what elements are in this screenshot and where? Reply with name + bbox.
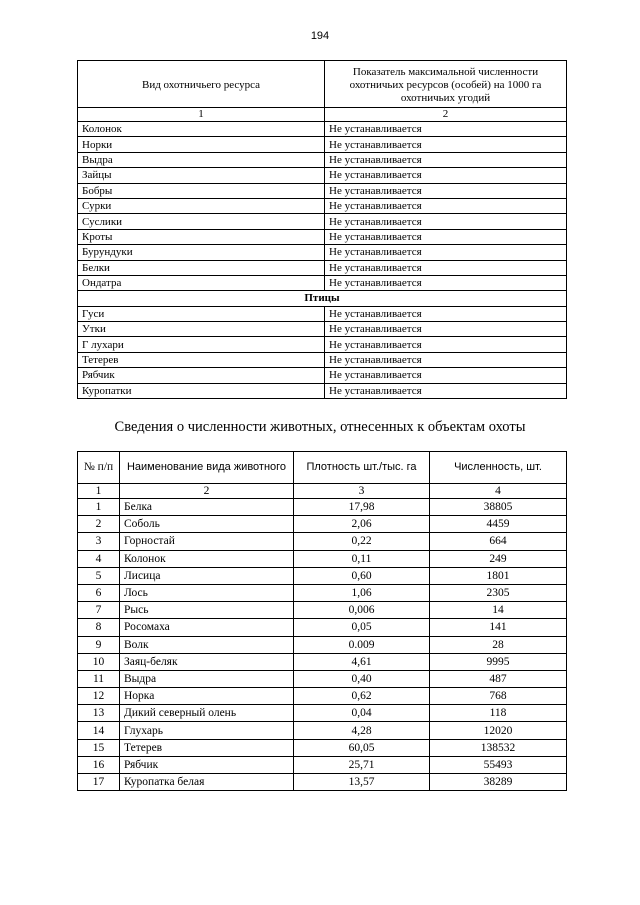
density-cell: 0,60 bbox=[294, 567, 430, 584]
density-cell: 0,006 bbox=[294, 602, 430, 619]
animal-name-cell: Рысь bbox=[120, 602, 294, 619]
density-cell: 2,06 bbox=[294, 516, 430, 533]
row-number-cell: 6 bbox=[78, 584, 120, 601]
row-number-cell: 7 bbox=[78, 602, 120, 619]
row-number-cell: 12 bbox=[78, 688, 120, 705]
table-row bbox=[78, 383, 567, 398]
resource-name-cell: Бобры bbox=[78, 183, 325, 198]
density-cell: 0.009 bbox=[294, 636, 430, 653]
table-row bbox=[78, 739, 567, 756]
resource-name-cell: Тетерев bbox=[78, 352, 325, 367]
resource-name-cell: Колонок bbox=[78, 122, 325, 137]
resource-limit-cell: Не устанавливается bbox=[325, 337, 567, 352]
table1-header-row bbox=[78, 61, 567, 108]
population-cell: 55493 bbox=[430, 756, 567, 773]
table-row bbox=[78, 368, 567, 383]
resource-name-cell: Зайцы bbox=[78, 168, 325, 183]
row-number-cell: 16 bbox=[78, 756, 120, 773]
density-cell: 4,28 bbox=[294, 722, 430, 739]
table-row bbox=[78, 533, 567, 550]
animal-name-cell: Куропатка белая bbox=[120, 774, 294, 791]
population-cell: 768 bbox=[430, 688, 567, 705]
row-number-cell: 10 bbox=[78, 653, 120, 670]
row-number-cell: 8 bbox=[78, 619, 120, 636]
resource-limit-cell: Не устанавливается bbox=[325, 306, 567, 321]
resource-limit-cell: Не устанавливается bbox=[325, 183, 567, 198]
table-row bbox=[78, 619, 567, 636]
table-row bbox=[78, 352, 567, 367]
row-number-cell: 5 bbox=[78, 567, 120, 584]
table-row bbox=[78, 774, 567, 791]
density-cell: 0,40 bbox=[294, 670, 430, 687]
density-cell: 25,71 bbox=[294, 756, 430, 773]
population-cell: 4459 bbox=[430, 516, 567, 533]
resource-name-cell: Норки bbox=[78, 137, 325, 152]
row-number-cell: 13 bbox=[78, 705, 120, 722]
table1-header-cell: Вид охотничьего ресурса bbox=[78, 61, 325, 108]
population-cell: 487 bbox=[430, 670, 567, 687]
table1-col-number: 1 bbox=[78, 108, 325, 122]
table-row bbox=[78, 636, 567, 653]
density-cell: 17,98 bbox=[294, 499, 430, 516]
table-row bbox=[78, 245, 567, 260]
table-row bbox=[78, 275, 567, 290]
table2-header-cell: Численность, шт. bbox=[430, 452, 567, 484]
animal-name-cell: Дикий северный олень bbox=[120, 705, 294, 722]
section-label-birds: Птицы bbox=[78, 291, 567, 306]
resource-limit-cell: Не устанавливается bbox=[325, 383, 567, 398]
table-row bbox=[78, 688, 567, 705]
animal-name-cell: Заяц-беляк bbox=[120, 653, 294, 670]
row-number-cell: 17 bbox=[78, 774, 120, 791]
resource-name-cell: Бурундуки bbox=[78, 245, 325, 260]
row-number-cell: 3 bbox=[78, 533, 120, 550]
resource-name-cell: Ондатра bbox=[78, 275, 325, 290]
table1-column-numbers bbox=[78, 108, 567, 122]
table2-header-cell: Плотность шт./тыс. га bbox=[294, 452, 430, 484]
table-row bbox=[78, 322, 567, 337]
animal-name-cell: Колонок bbox=[120, 550, 294, 567]
density-cell: 0,22 bbox=[294, 533, 430, 550]
resource-limit-cell: Не устанавливается bbox=[325, 245, 567, 260]
resource-limit-cell: Не устанавливается bbox=[325, 137, 567, 152]
resource-limit-cell: Не устанавливается bbox=[325, 352, 567, 367]
resource-name-cell: Утки bbox=[78, 322, 325, 337]
resource-name-cell: Куропатки bbox=[78, 383, 325, 398]
table2-col-number: 2 bbox=[120, 484, 294, 499]
resource-name-cell: Кроты bbox=[78, 229, 325, 244]
table-row bbox=[78, 137, 567, 152]
animal-population-table bbox=[77, 451, 567, 791]
table-row bbox=[78, 229, 567, 244]
table-row bbox=[78, 168, 567, 183]
resource-limit-cell: Не устанавливается bbox=[325, 260, 567, 275]
animal-name-cell: Глухарь bbox=[120, 722, 294, 739]
density-cell: 13,57 bbox=[294, 774, 430, 791]
row-number-cell: 9 bbox=[78, 636, 120, 653]
table-row bbox=[78, 152, 567, 167]
population-cell: 1801 bbox=[430, 567, 567, 584]
animal-name-cell: Лось bbox=[120, 584, 294, 601]
population-cell: 38805 bbox=[430, 499, 567, 516]
resource-limit-cell: Не устанавливается bbox=[325, 152, 567, 167]
table1-col-number: 2 bbox=[325, 108, 567, 122]
page-number: 194 bbox=[310, 30, 330, 42]
table-row bbox=[78, 550, 567, 567]
animal-name-cell: Рябчик bbox=[120, 756, 294, 773]
resource-limit-cell: Не устанавливается bbox=[325, 275, 567, 290]
table-row bbox=[78, 653, 567, 670]
row-number-cell: 4 bbox=[78, 550, 120, 567]
table2-col-number: 3 bbox=[294, 484, 430, 499]
population-cell: 249 bbox=[430, 550, 567, 567]
table2-column-numbers bbox=[78, 484, 567, 499]
row-number-cell: 1 bbox=[78, 499, 120, 516]
animal-name-cell: Выдра bbox=[120, 670, 294, 687]
table2-col-number: 4 bbox=[430, 484, 567, 499]
table-row bbox=[78, 584, 567, 601]
table2-header-cell: № п/п bbox=[78, 452, 120, 484]
animal-name-cell: Тетерев bbox=[120, 739, 294, 756]
resource-limit-cell: Не устанавливается bbox=[325, 368, 567, 383]
resource-name-cell: Выдра bbox=[78, 152, 325, 167]
table-row bbox=[78, 183, 567, 198]
table-row bbox=[78, 602, 567, 619]
resource-limit-cell: Не устанавливается bbox=[325, 198, 567, 213]
table-row bbox=[78, 198, 567, 213]
population-cell: 28 bbox=[430, 636, 567, 653]
section-title: Сведения о численности животных, отнесенных к объектам охоты bbox=[114, 419, 526, 435]
animal-name-cell: Белка bbox=[120, 499, 294, 516]
population-cell: 14 bbox=[430, 602, 567, 619]
density-cell: 1,06 bbox=[294, 584, 430, 601]
animal-name-cell: Волк bbox=[120, 636, 294, 653]
animal-name-cell: Соболь bbox=[120, 516, 294, 533]
resource-name-cell: Сурки bbox=[78, 198, 325, 213]
resource-name-cell: Рябчик bbox=[78, 368, 325, 383]
row-number-cell: 15 bbox=[78, 739, 120, 756]
table2-col-number: 1 bbox=[78, 484, 120, 499]
table-row bbox=[78, 670, 567, 687]
density-cell: 60,05 bbox=[294, 739, 430, 756]
population-cell: 2305 bbox=[430, 584, 567, 601]
animal-name-cell: Горностай bbox=[120, 533, 294, 550]
density-cell: 4,61 bbox=[294, 653, 430, 670]
table-row bbox=[78, 122, 567, 137]
density-cell: 0,04 bbox=[294, 705, 430, 722]
table-row bbox=[78, 516, 567, 533]
population-cell: 38289 bbox=[430, 774, 567, 791]
table-row bbox=[78, 567, 567, 584]
resource-limit-cell: Не устанавливается bbox=[325, 214, 567, 229]
table-row bbox=[78, 756, 567, 773]
table-row bbox=[78, 260, 567, 275]
table-row bbox=[78, 337, 567, 352]
hunting-resource-limits-table bbox=[77, 60, 567, 399]
animal-name-cell: Росомаха bbox=[120, 619, 294, 636]
population-cell: 9995 bbox=[430, 653, 567, 670]
population-cell: 141 bbox=[430, 619, 567, 636]
row-number-cell: 11 bbox=[78, 670, 120, 687]
density-cell: 0,05 bbox=[294, 619, 430, 636]
table2-header-cell: Наименование вида животного bbox=[120, 452, 294, 484]
population-cell: 138532 bbox=[430, 739, 567, 756]
resource-limit-cell: Не устанавливается bbox=[325, 168, 567, 183]
table-row bbox=[78, 306, 567, 321]
table-row bbox=[78, 214, 567, 229]
table2-header-row bbox=[78, 452, 567, 484]
resource-name-cell: Суслики bbox=[78, 214, 325, 229]
row-number-cell: 2 bbox=[78, 516, 120, 533]
population-cell: 12020 bbox=[430, 722, 567, 739]
row-number-cell: 14 bbox=[78, 722, 120, 739]
table-row bbox=[78, 499, 567, 516]
animal-name-cell: Норка bbox=[120, 688, 294, 705]
table1-header-cell: Показатель максимальной численности охотничьих ресурсов (особей) на 1000 га охотничьих угодий bbox=[325, 61, 567, 108]
density-cell: 0,62 bbox=[294, 688, 430, 705]
table-row bbox=[78, 722, 567, 739]
resource-name-cell: Г лухари bbox=[78, 337, 325, 352]
resource-name-cell: Гуси bbox=[78, 306, 325, 321]
resource-limit-cell: Не устанавливается bbox=[325, 229, 567, 244]
resource-limit-cell: Не устанавливается bbox=[325, 322, 567, 337]
population-cell: 118 bbox=[430, 705, 567, 722]
resource-limit-cell: Не устанавливается bbox=[325, 122, 567, 137]
table-row bbox=[78, 705, 567, 722]
density-cell: 0,11 bbox=[294, 550, 430, 567]
table1-section-row bbox=[78, 291, 567, 306]
animal-name-cell: Лисица bbox=[120, 567, 294, 584]
population-cell: 664 bbox=[430, 533, 567, 550]
resource-name-cell: Белки bbox=[78, 260, 325, 275]
